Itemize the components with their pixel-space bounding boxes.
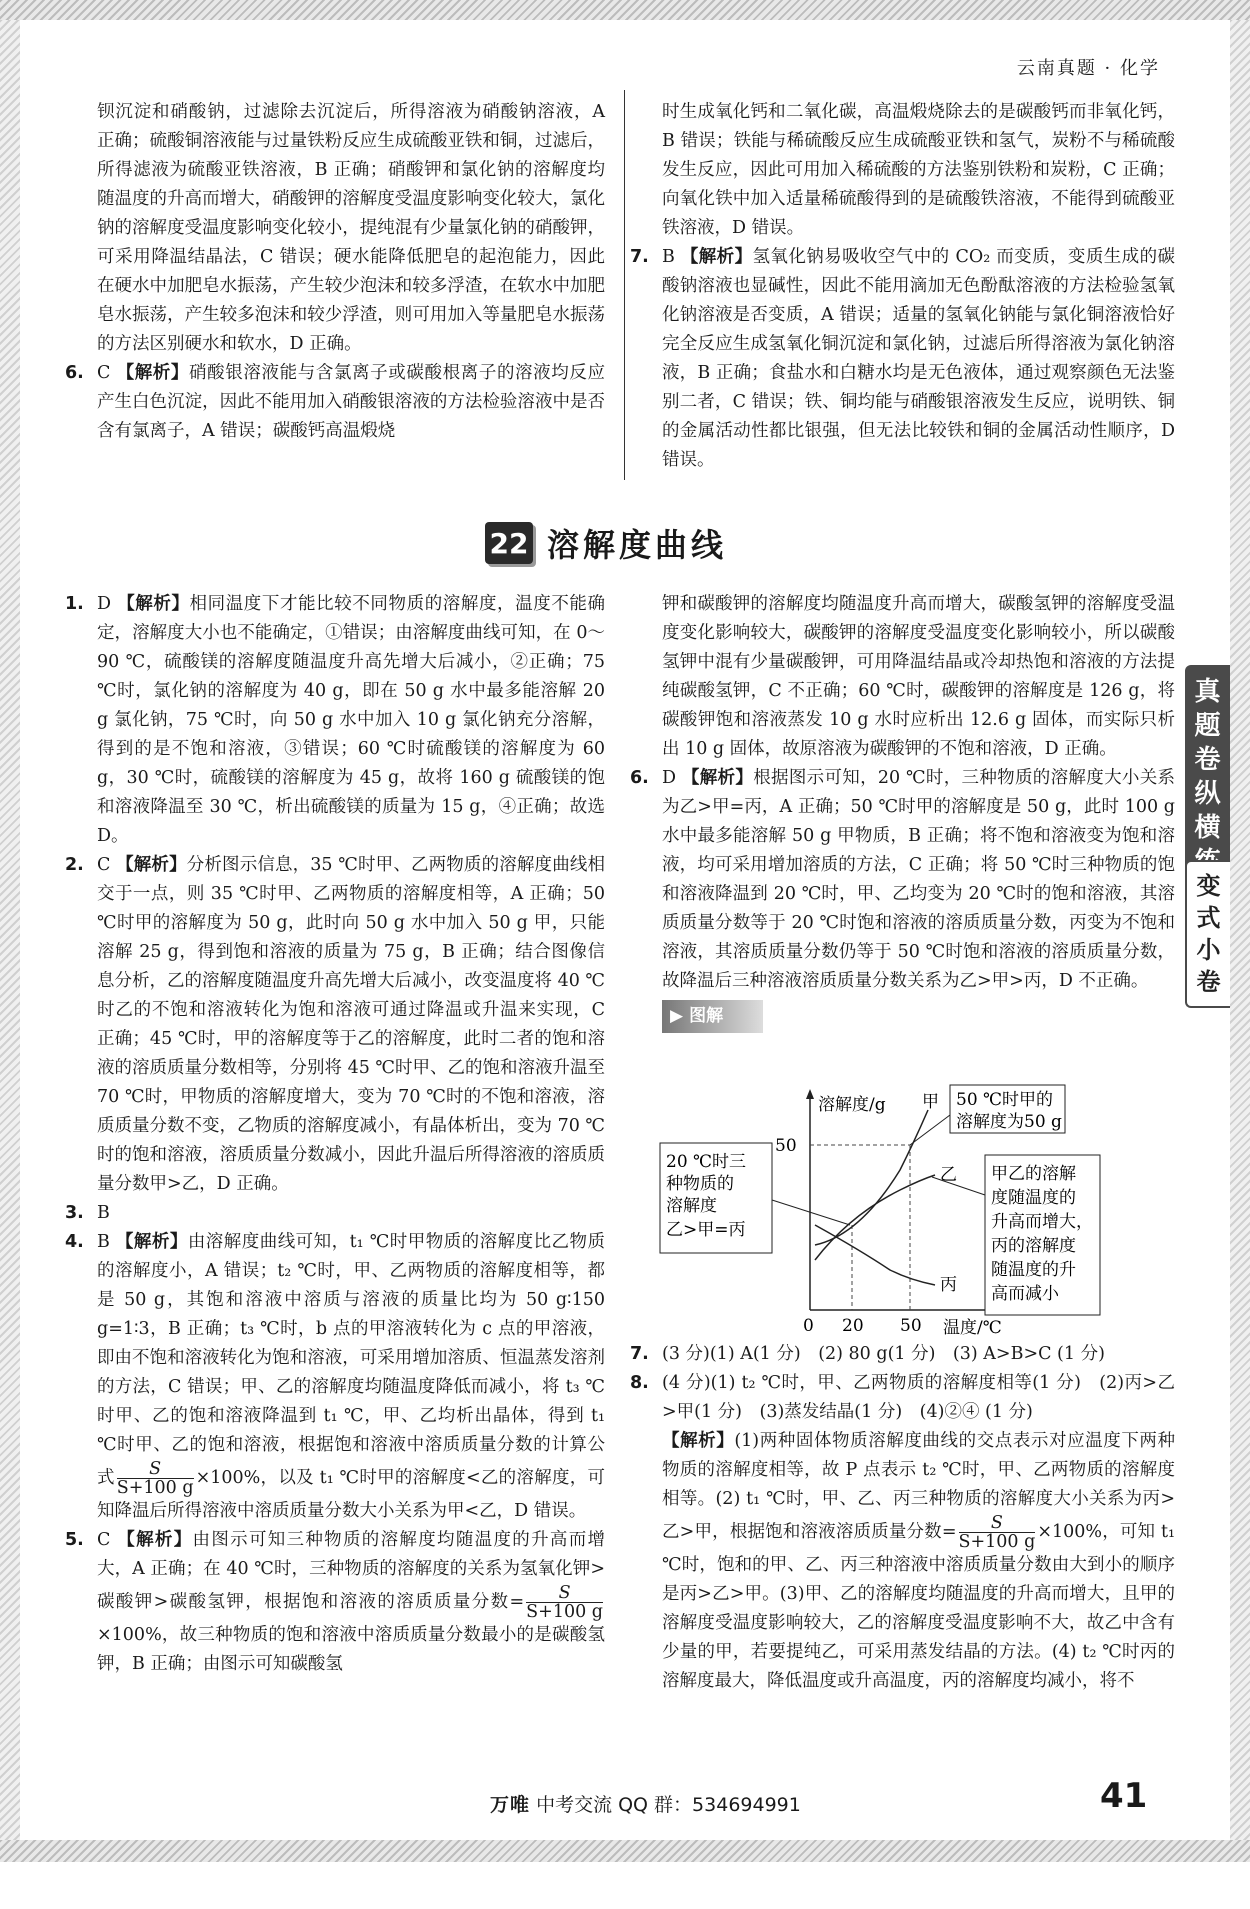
box-top-line-1: 50 ℃时甲的 xyxy=(956,1090,1054,1110)
analysis-text: 分析图示信息，35 ℃时甲、乙两物质的溶解度曲线相交于一点，则 35 ℃时甲、乙两物质的溶解度相等，A 正确；50 ℃时甲的溶解度为 50 g，此时向 50 g 水中加入 50 g 甲，只能溶解 25 g，得到饱和溶液的质量为 75 g，B 正确；结合图像信息分析，乙的溶解度随温度升高先增大后减小，改变温度将 40 ℃时乙的不饱和溶液转化为饱和溶液可通过降温或升温来实现，C 正确；45 ℃时，甲的溶解度等于乙的溶解度，此时二者的饱和溶液的溶质质量分数相等，分别将 45 ℃时甲、乙的饱和溶液升温至 70 ℃时，甲物质的溶解度增大，变为 70 ℃时的不饱和溶液，溶质质量分数不变，乙物质的溶解度减小，有晶体析出，变为 70 ℃时的饱和溶液，溶质质量分数减小，因此升温后所得溶液的溶质质量分数甲>乙，D 正确。 xyxy=(97,855,606,1194)
analysis-text: 根据图示可知，20 ℃时，三种物质的溶解度大小关系为乙>甲=丙，A 正确；50 ℃时甲的溶解度是 50 g，此时 100 g 水中最多能溶解 50 g 甲物质，B 正确；将不饱和溶液变为饱和溶液，均可采用增加溶质的方法，C 正确；将 50 ℃时三种物质的饱和溶液降温到 20 ℃时，甲、乙均变为 20 ℃时的饱和溶液，其溶质质量分数等于 20 ℃时饱和溶液的溶质质量分数，丙变为不饱和溶液，其溶质质量分数仍等于 50 ℃时饱和溶液的溶质质量分数，故降温后三种溶液溶质质量分数关系为乙>甲>丙，D 不正确。 xyxy=(662,768,1176,991)
analysis-item-8 xyxy=(630,1427,1175,1696)
item-number: 6. xyxy=(630,768,649,788)
curve-yi xyxy=(815,1175,935,1260)
top-border xyxy=(0,0,1250,20)
answer-letter: C xyxy=(97,363,111,383)
fraction-numerator: S xyxy=(149,1459,162,1479)
fraction-denominator: S+100 g xyxy=(526,1602,603,1622)
box-right-line-4: 丙的溶解度 xyxy=(991,1236,1076,1256)
analysis-tag: 【解析】 xyxy=(116,363,190,383)
analysis-text-cont: ×100%，可知 t₁ ℃时，饱和的甲、乙、丙三种溶液中溶质质量分数由大到小的顺序是丙>乙>甲。(3)甲、乙的溶解度均随温度的升高而增大，且甲的溶解度受温度影响较大，乙的溶解度受温度影响不大，故乙中含有少量的甲，若要提纯乙，可采用蒸发结晶的方法。(4) t₂ ℃时丙的溶解度最大，降低温度或升高温度，丙的溶解度均减小，将不 xyxy=(662,1522,1175,1691)
answer-item-3 xyxy=(65,1199,605,1228)
fraction-formula xyxy=(959,1514,1036,1551)
curve-jia xyxy=(815,1110,928,1245)
analysis-text: 由图示可知三种物质的溶解度均随温度的升高而增大，A 正确；在 40 ℃时，三种物质的溶解度的关系为氢氧化钾>碳酸钾>碳酸氢钾，根据饱和溶液的溶质质量分数= xyxy=(97,1530,606,1612)
answer-text: (4 分)(1) t₂ ℃时，甲、乙两物质的溶解度相等(1 分) (2)丙>乙>甲(1 分) (3)蒸发结晶(1 分) (4)②④ (1 分) xyxy=(662,1373,1175,1422)
box-right-line-5: 随温度的升 xyxy=(991,1260,1076,1280)
brand-logo: 万唯 xyxy=(490,1794,531,1816)
analysis-text: 氢氧化钠易吸收空气中的 CO₂ 而变质，变质生成的碳酸钠溶液也显碱性，因此不能用滴加无色酚酞溶液的方法检验氢氧化钠溶液是否变质，A 错误；适量的氢氧化钠能与氯化铜溶液恰好完全反应生成氢氧化铜沉淀和氯化钠，过滤后所得溶液为氯化钠溶液，B 正确；食盐水和白糖水均是无色液体，通过观察颜色无法鉴别二者，C 错误；铁、铜均能与硝酸银溶液发生反应，说明铁、铜的金属活动性都比银强，但无法比较铁和铜的金属活动性顺序，D 错误。 xyxy=(662,247,1175,470)
lower-left-column xyxy=(65,590,605,1679)
footer xyxy=(490,1790,801,1817)
diagram-label xyxy=(662,1000,763,1033)
answer-item-7 xyxy=(630,243,1175,475)
footer-text: 中考交流 QQ 群：534694991 xyxy=(536,1794,801,1816)
answer-letter: B xyxy=(662,247,675,267)
running-header: 云南真题 · 化学 xyxy=(1016,58,1160,79)
x-tick-20: 20 xyxy=(842,1316,864,1336)
analysis-tag: 【解析】 xyxy=(116,855,187,875)
analysis-text-cont: ×100%，以及 t₁ ℃时甲的溶解度<乙的溶解度，可知降温后所得溶液中溶质质量分数大小关系为甲<乙，D 错误。 xyxy=(97,1468,605,1521)
lower-right-column-top xyxy=(630,590,1175,1037)
continued-text: 钡沉淀和硝酸钠，过滤除去沉淀后，所得溶液为硝酸钠溶液，A 正确；硫酸铜溶液能与过量铁粉反应生成硫酸亚铁和铜，过滤后，所得滤液为硫酸亚铁溶液，B 正确；硝酸钾和氯化钠的溶解度均随温度的升高而增大，硝酸钾的溶解度受温度影响变化较大，氯化钠的溶解度受温度影响变化较小，提纯混有少量氯化钠的硝酸钾，可采用降温结晶法，C 错误；硬水能降低肥皂的起泡能力，因此在硬水中加肥皂水振荡，产生较少泡沫和较多浮渣，在软水中加肥皂水振荡，产生较多泡沫和较少浮渣，则可用加入等量肥皂水振荡的方法区别硬水和软水，D 正确。 xyxy=(97,102,605,354)
item-number: 7. xyxy=(630,1344,649,1364)
analysis-text: 由溶解度曲线可知，t₁ ℃时甲物质的溶解度比乙物质的溶解度小，A 错误；t₂ ℃时，甲、乙两物质的溶解度相等，都是 50 g，其饱和溶液中溶质与溶液的质量比均为 50 g∶150 g=1∶3，B 正确；t₃ ℃时，b 点的甲溶液转化为 c 点的甲溶液，即由不饱和溶液转化为饱和溶液，可采用增加溶质、恒温蒸发溶剂的方法，C 错误；甲、乙的溶解度均随温度降低而减小，将 t₃ ℃时甲、乙的饱和溶液降温到 t₁ ℃，甲、乙均析出晶体，得到 t₁ ℃时甲、乙的饱和溶液，根据饱和溶液中溶质质量分数的计算公式 xyxy=(97,1232,605,1488)
box-right-line-6: 高而减小 xyxy=(991,1284,1059,1304)
fraction-numerator: S xyxy=(558,1583,571,1603)
pointer-top xyxy=(910,1115,950,1145)
diagram-label-text: 图解 xyxy=(689,1006,724,1026)
fraction-formula xyxy=(526,1584,603,1621)
x-tick-50: 50 xyxy=(900,1316,922,1336)
answer-item-5 xyxy=(65,1526,605,1679)
item-number: 5. xyxy=(65,1530,84,1550)
answer-item-6 xyxy=(630,764,1175,996)
item-number: 6. xyxy=(65,363,84,383)
fraction-numerator: S xyxy=(990,1513,1003,1533)
play-icon: ▶ xyxy=(670,1006,684,1026)
answer-letter: D xyxy=(662,768,677,788)
label-jia: 甲 xyxy=(922,1092,939,1112)
answer-item-8 xyxy=(630,1369,1175,1427)
analysis-tag: 【解析】 xyxy=(117,1530,193,1550)
column-divider xyxy=(624,90,625,480)
top-left-column xyxy=(65,98,605,446)
box-left-line-2: 种物质的 xyxy=(666,1174,734,1194)
side-tab-sub: 变式小卷 xyxy=(1185,860,1230,1008)
box-right-line-1: 甲乙的溶解 xyxy=(991,1164,1076,1184)
lower-right-column-bottom xyxy=(630,1340,1175,1696)
analysis-tag: 【解析】 xyxy=(680,247,753,267)
box-right-line-2: 度随温度的 xyxy=(991,1188,1076,1208)
box-left-line-3: 溶解度 xyxy=(666,1196,717,1216)
section-title-text: 溶解度曲线 xyxy=(547,526,728,564)
analysis-tag: 【解析】 xyxy=(117,594,190,614)
item-number: 8. xyxy=(630,1373,649,1393)
curve-bing xyxy=(815,1225,935,1285)
y-tick-50: 50 xyxy=(775,1136,797,1156)
box-left-line-1: 20 ℃时三 xyxy=(666,1152,747,1172)
item-number: 7. xyxy=(630,247,649,267)
section-title xyxy=(485,520,727,566)
bottom-border xyxy=(0,1840,1250,1862)
section-number-badge: 22 xyxy=(485,522,533,564)
analysis-tag: 【解析】 xyxy=(662,1431,735,1451)
x-axis-label: 温度/℃ xyxy=(943,1318,1002,1338)
label-yi: 乙 xyxy=(940,1165,957,1185)
fraction-denominator: S+100 g xyxy=(958,1532,1036,1552)
answer-letter: B xyxy=(97,1203,110,1223)
answer-item-7 xyxy=(630,1340,1175,1369)
analysis-text: 相同温度下才能比较不同物质的溶解度，温度不能确定，溶解度大小也不能确定，①错误；由溶解度曲线可知，在 0～90 ℃，硫酸镁的溶解度随温度升高先增大后减小，②正确；75 ℃时，氯化钠的溶解度为 40 g，即在 50 g 水中最多能溶解 20 g 氯化钠，75 ℃时，向 50 g 水中加入 10 g 氯化钠充分溶解，得到的是不饱和溶液，③错误；60 ℃时硫酸镁的溶解度为 60 g，30 ℃时，硫酸镁的溶解度为 45 g，故将 160 g 硫酸镁的饱和溶液降温至 30 ℃，析出硫酸镁的质量为 15 g，④正确；故选 D。 xyxy=(97,594,605,846)
continued-text: 钾和碳酸钾的溶解度均随温度升高而增大，碳酸氢钾的溶解度受温度变化影响较大，碳酸钾的溶解度受温度变化影响较小，所以碳酸氢钾中混有少量碳酸钾，可用降温结晶或冷却热饱和溶液的方法提纯碳酸氢钾，C 不正确；60 ℃时，碳酸钾的溶解度是 126 g，将碳酸钾饱和溶液蒸发 10 g 水时应析出 12.6 g 固体，而实际只析出 10 g 固体，故原溶液为碳酸钾的不饱和溶液，D 正确。 xyxy=(662,594,1175,759)
fraction-formula xyxy=(117,1460,194,1497)
answer-letter: C xyxy=(97,1530,111,1550)
answer-letter: D xyxy=(97,594,112,614)
page-number: 41 xyxy=(1100,1776,1148,1816)
analysis-tag: 【解析】 xyxy=(115,1232,188,1252)
y-axis-label: 溶解度/g xyxy=(818,1095,886,1115)
solubility-diagram xyxy=(660,1085,1180,1338)
left-border xyxy=(0,20,20,1840)
right-border xyxy=(1230,20,1250,1840)
box-right-line-3: 升高而增大， xyxy=(991,1212,1093,1232)
answer-letter: B xyxy=(97,1232,110,1252)
box-top-line-2: 溶解度为50 g xyxy=(956,1112,1062,1132)
side-tab-main: 真题卷纵横 xyxy=(1185,665,1230,889)
top-right-column xyxy=(630,98,1175,475)
answer-item-6 xyxy=(65,359,605,446)
item-number: 2. xyxy=(65,855,84,875)
answer-letter: C xyxy=(97,855,111,875)
answer-item-2 xyxy=(65,851,605,1199)
answer-text: (3 分)(1) A(1 分) (2) 80 g(1 分) (3) A>B>C (1 分) xyxy=(662,1344,1105,1364)
y-axis-arrow xyxy=(806,1089,814,1099)
pointer-left xyxy=(772,1200,850,1225)
fraction-denominator: S+100 g xyxy=(116,1478,194,1498)
x-tick-0: 0 xyxy=(803,1316,814,1336)
analysis-text: (1)两种固体物质溶解度曲线的交点表示对应温度下两种物质的溶解度相等，故 P 点表示 t₂ ℃时，甲、乙两物质的溶解度相等。(2) t₁ ℃时，甲、乙、丙三种物质的溶解度大小关系为丙>乙>甲，根据饱和溶液溶质质量分数= xyxy=(662,1431,1175,1542)
box-left-line-4: 乙>甲=丙 xyxy=(666,1220,746,1240)
label-bing: 丙 xyxy=(940,1275,957,1295)
continued-text: 时生成氧化钙和二氧化碳，高温煅烧除去的是碳酸钙而非氧化钙，B 错误；铁能与稀硫酸反应生成硫酸亚铁和氢气，炭粉不与稀硫酸发生反应，因此可用加入稀硫酸的方法鉴别铁粉和炭粉，C 正确；向氧化铁中加入适量稀硫酸得到的是硫酸铁溶液，不能得到硫酸亚铁溶液，D 错误。 xyxy=(662,102,1175,238)
analysis-tag: 【解析】 xyxy=(681,768,754,788)
analysis-text-cont: ×100%，故三种物质的饱和溶液中溶质质量分数最小的是碳酸氢钾，B 正确；由图示可知碳酸氢 xyxy=(97,1625,605,1674)
item-number: 1. xyxy=(65,594,84,614)
item-number: 3. xyxy=(65,1203,84,1223)
analysis-text: 硝酸银溶液能与含氯离子或碳酸根离子的溶液均反应产生白色沉淀，因此不能用加入硝酸银溶液的方法检验溶液中是否含有氯离子，A 错误；碳酸钙高温煅烧 xyxy=(97,363,605,441)
answer-item-1 xyxy=(65,590,605,851)
answer-item-4 xyxy=(65,1228,605,1526)
item-number: 4. xyxy=(65,1232,84,1252)
pointer-right xyxy=(932,1177,985,1195)
